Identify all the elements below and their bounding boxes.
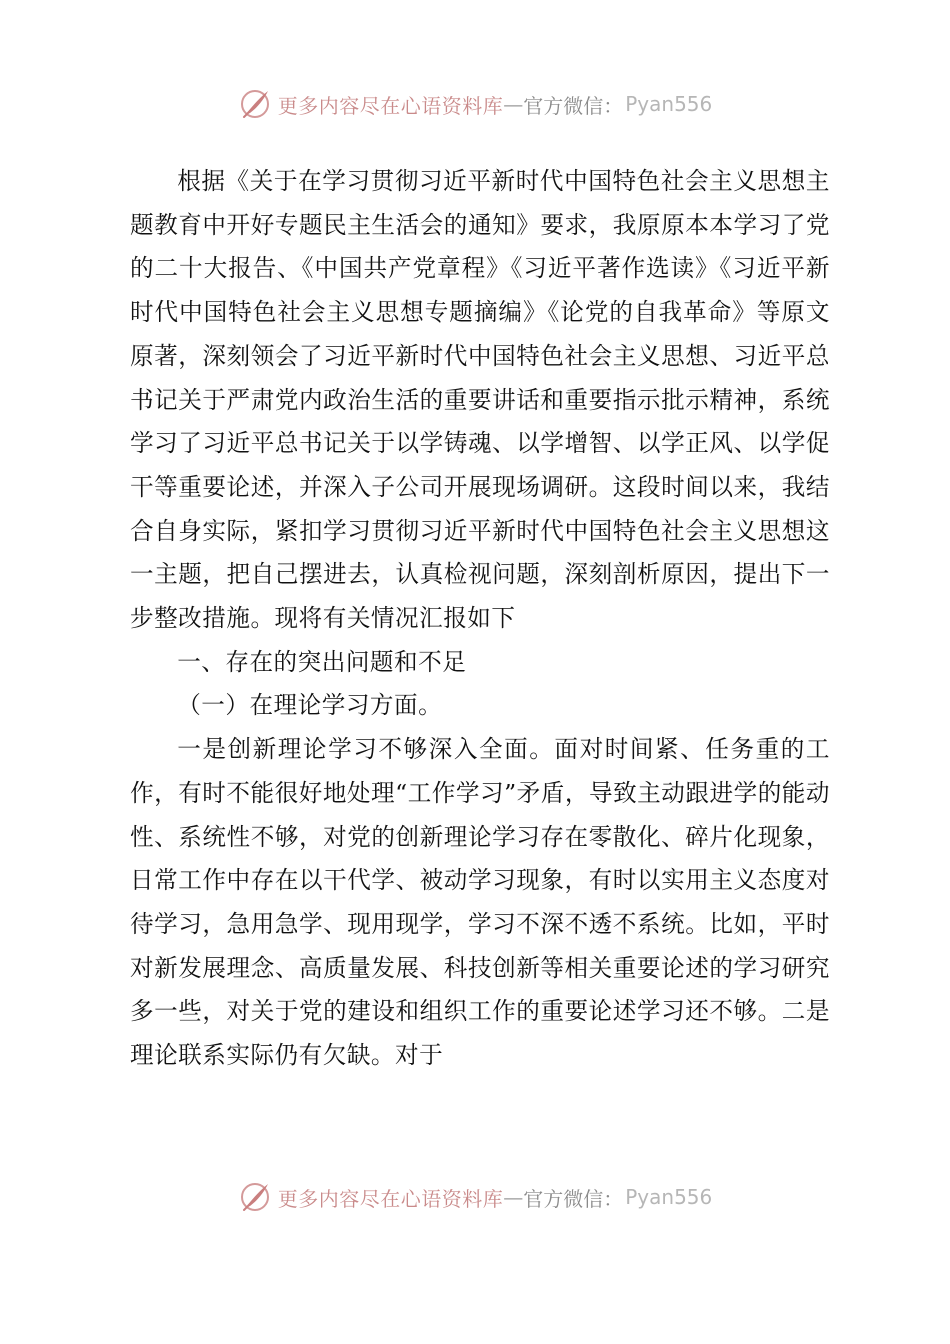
quill-pen-icon bbox=[238, 1180, 272, 1214]
watermark-brand: 更多内容尽在心语资料库 bbox=[277, 1186, 504, 1211]
watermark-brand: 更多内容尽在心语资料库 bbox=[277, 93, 504, 118]
paragraph-body: 一是创新理论学习不够深入全面。面对时间紧、任务重的工作，有时不能很好地处理“工作学习”矛盾，导致主动跟进学的能动性、系统性不够，对党的创新理论学习存在零散化、碎片化现象，日常工作中存在以干代学、被动学习现象，有时以实用主义态度对待学习，急用急学、现用现学，学习不深不透不系统。比如，平时对新发展理念、高质量发展、科技创新等相关重要论述的学习研究多一些，对关于党的建设和组织工作的重要论述学习还不够。二是理论联系实际仍有欠缺。对于 bbox=[130, 735, 830, 1070]
watermark-header bbox=[0, 84, 950, 124]
subsection-heading: （一）在理论学习方面。 bbox=[177, 691, 443, 720]
watermark-footer bbox=[0, 1177, 950, 1217]
paragraph-intro: 根据《关于在学习贯彻习近平新时代中国特色社会主义思想主题教育中开好专题民主生活会的通知》要求，我原原本本学习了党的二十大报告、《中国共产党章程》《习近平著作选读》《习近平新时代中国特色社会主义思想专题摘编》《论党的自我革命》等原文原著，深刻领会了习近平新时代中国特色社会主义思想、习近平总书记关于严肃党内政治生活的重要讲话和重要指示批示精神，系统学习了习近平总书记关于以学铸魂、以学增智、以学正风、以学促干等重要论述，并深入子公司开展现场调研。这段时间以来，我结合自身实际，紧扣学习贯彻习近平新时代中国特色社会主义思想这一主题，把自己摆进去，认真检视问题，深刻剖析原因，提出下一步整改措施。现将有关情况汇报如下 bbox=[130, 167, 830, 633]
watermark-label: 官方微信： bbox=[523, 93, 624, 118]
watermark-separator: — bbox=[503, 1185, 524, 1209]
watermark-label: 官方微信： bbox=[523, 1186, 624, 1211]
watermark-account: Pyan556 bbox=[625, 1185, 713, 1209]
watermark-separator: — bbox=[503, 92, 524, 116]
document-body bbox=[130, 160, 830, 1078]
section-heading: 一、存在的突出问题和不足 bbox=[177, 647, 467, 676]
watermark-account: Pyan556 bbox=[625, 92, 713, 116]
quill-pen-icon bbox=[238, 87, 272, 121]
